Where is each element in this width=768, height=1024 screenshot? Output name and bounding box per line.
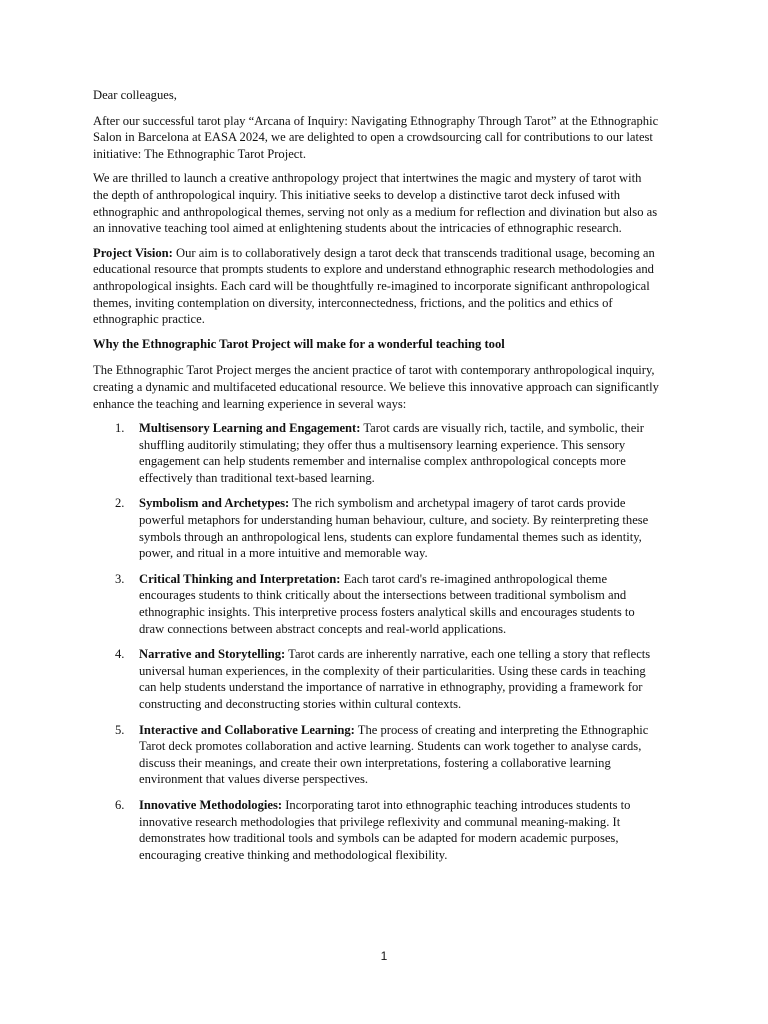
list-item	[93, 495, 659, 561]
list-item-title: Interactive and Collaborative Learning:	[139, 722, 355, 737]
list-item-number: 6.	[115, 797, 125, 812]
list-item	[93, 646, 659, 712]
list-item	[93, 797, 659, 863]
launch-paragraph: We are thrilled to launch a creative anthropology project that intertwines the magic and mystery of tarot with the depth of anthropological inquiry. This initiative seeks to develop a distinctive tarot deck infused with ethnographic and anthropological themes, serving not only as a medium for reflection and divination but also as an innovative teaching tool aimed at enlightening students about the intricacies of ethnographic research.	[93, 171, 658, 236]
intro-paragraph: After our successful tarot play “Arcana of Inquiry: Navigating Ethnography Through Tarot” at the Ethnographic Salon in Barcelona at EASA 2024, we are delighted to open a crowdsourcing call for contributions to our latest initiative: The Ethnographic Tarot Project.	[93, 113, 659, 161]
vision-text: Our aim is to collaboratively design a tarot deck that transcends traditional usage, becoming an educational resource that prompts students to explore and understand ethnographic research methodologies and anthropological insights. Each card will be thoughtfully re-imagined to incorporate significant anthropological themes, inviting contemplation on diversity, interconnectedness, frictions, and the politics and ethics of ethnographic practice.	[93, 245, 655, 327]
list-item-text: The rich symbolism and archetypal imagery of tarot cards provide powerful metaphors for understanding human behaviour, culture, and society. By reinterpreting these symbols through an anthropological lens, students can explore fundamental themes such as identity, power, and ritual in a more intuitive and memorable way.	[139, 496, 649, 561]
list-item-number: 1.	[115, 421, 125, 436]
list-item-title: Critical Thinking and Interpretation:	[139, 571, 341, 586]
list-item-number: 5.	[115, 722, 125, 737]
list-item-title: Innovative Methodologies:	[139, 797, 283, 812]
vision-label: Project Vision:	[93, 245, 173, 260]
list-item-title: Symbolism and Archetypes:	[139, 496, 290, 511]
list-item	[93, 571, 659, 637]
list-item-text: Tarot cards are inherently narrative, each one telling a story that reflects universal human experiences, in the complexity of their particularities. Using these cards in teaching can help students understand the importance of narrative in ethnography, providing a framework for constructing and deconstructing stories within cultural contexts.	[139, 647, 651, 711]
list-item-text: The process of creating and interpreting the Ethnographic Tarot deck promotes collaboration and active learning. Students can work together to analyse cards, discuss their meanings, and create their own interpretations, fostering a collaborative learning environment that values diverse perspectives.	[139, 722, 649, 787]
page-number: 1	[380, 949, 388, 963]
teaching-ways-list	[93, 420, 659, 863]
list-item-number: 4.	[115, 647, 125, 662]
list-item	[93, 420, 659, 486]
list-item-title: Multisensory Learning and Engagement:	[139, 421, 361, 436]
why-intro-paragraph: The Ethnographic Tarot Project merges the ancient practice of tarot with contemporary anthropological inquiry, creating a dynamic and multifaceted educational resource. We believe this innovative approach can significantly enhance the teaching and learning experience in several ways:	[93, 363, 659, 411]
list-item	[93, 722, 659, 788]
list-item-number: 2.	[115, 496, 125, 511]
vision-paragraph	[93, 245, 659, 328]
list-item-number: 3.	[115, 571, 125, 586]
list-item-title: Narrative and Storytelling:	[139, 647, 286, 662]
list-item-text: Each tarot card's re-imagined anthropological theme encourages students to think critically about the intersections between traditional symbolism and ethnographic insights. This interpretive process fosters analytical skills and encourages students to draw connections between abstract concepts and real-world applications.	[139, 571, 635, 636]
list-item-text: Incorporating tarot into ethnographic teaching introduces students to innovative research methodologies that privilege reflexivity and communal meaning-making. It demonstrates how traditional tools and symbols can be adapted for modern academic purposes, encouraging creative thinking and methodological flexibility.	[139, 797, 631, 862]
why-heading: Why the Ethnographic Tarot Project will make for a wonderful teaching tool	[93, 336, 505, 351]
greeting: Dear colleagues,	[93, 88, 177, 102]
letter-body	[93, 87, 659, 872]
list-item-text: Tarot cards are visually rich, tactile, and symbolic, their shuffling auditorily stimulating; they offer thus a multisensory learning experience. This sensory engagement can help students remember and internalise complex anthropological concepts more effectively than traditional text-based learning.	[139, 421, 645, 485]
